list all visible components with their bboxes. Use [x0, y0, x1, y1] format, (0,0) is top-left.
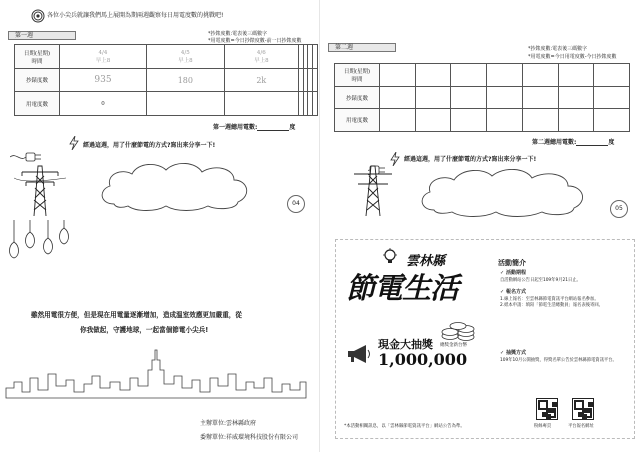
date-cell[interactable]	[380, 64, 416, 87]
usage-cell[interactable]	[313, 92, 318, 116]
week1-total	[213, 124, 295, 131]
organizer	[200, 420, 256, 427]
target-icon	[31, 9, 45, 23]
date-cell[interactable]	[487, 64, 523, 87]
total-label: 第一週總用電數:	[213, 124, 258, 131]
week2-tab: 第二週	[328, 43, 396, 52]
qr-code-signup[interactable]	[572, 398, 594, 420]
date-cell[interactable]	[313, 45, 318, 69]
date-cell[interactable]: 4/5 早上8	[146, 45, 224, 69]
section-heading-signup: ✓ 報名方式	[500, 289, 526, 295]
power-tower-icon	[14, 158, 66, 216]
lottery-poster	[335, 239, 635, 439]
usage-cell[interactable]	[415, 109, 451, 132]
answer-cloud[interactable]	[96, 158, 254, 212]
right-page	[320, 0, 640, 452]
intro-header: 各位小尖兵就讓我們馬上展開為期兩週觀察每日用電度數的挑戰吧!	[47, 12, 224, 19]
poster-amount: 1,000,000	[378, 350, 468, 369]
qr-label-signup: 平台報名網址	[568, 424, 594, 429]
reading-cell[interactable]	[313, 69, 318, 92]
slogan-line2: 你我做起，守護地球，一起當個節電小尖兵!	[80, 326, 209, 334]
date-cell[interactable]	[558, 64, 594, 87]
row-header-date: 日期(星期) 時間	[335, 64, 380, 87]
light-bulb-icon	[4, 220, 74, 268]
reading-cell[interactable]	[415, 87, 451, 109]
poster-footer-note: *本活動相關訊息，以「雲林縣節電資訊平台」網站公告為準。	[344, 424, 465, 429]
usage-cell[interactable]	[451, 109, 487, 132]
reading-cell[interactable]	[451, 87, 487, 109]
poster-artwork	[342, 246, 492, 433]
reading-cell[interactable]: 180	[146, 69, 224, 92]
qr-label-fanpage: 粉絲專頁	[534, 424, 552, 429]
section-heading-schedule: ✓ 活動期程	[500, 270, 526, 276]
week1-tab: 第一週	[8, 31, 76, 40]
section-body-schedule: 自活動網站公告日起至109年9月21日止。	[500, 278, 581, 283]
week1-prompt: 經過這週，用了什麼節電的方式?寫出來分享一下!	[83, 142, 216, 149]
reading-cell[interactable]: 2k	[224, 69, 298, 92]
usage-cell[interactable]	[558, 109, 594, 132]
usage-cell[interactable]	[522, 109, 558, 132]
organizer-label: 主辦單位:	[200, 420, 227, 427]
total-unit: 度	[289, 124, 296, 131]
poster-lottery: 現金大抽獎	[378, 338, 433, 351]
reading-cell[interactable]: 935	[60, 69, 147, 92]
page-number: 05	[610, 200, 628, 218]
section-body-draw: 109年10月公開抽獎，得獎名單公告於雲林縣節電資訊平台。	[500, 358, 617, 363]
reading-cell[interactable]	[558, 87, 594, 109]
week2-prompt: 經過這週，用了什麼節電的方式?寫出來分享一下!	[404, 156, 537, 163]
week2-total	[532, 139, 614, 146]
reading-cell[interactable]	[487, 87, 523, 109]
row-header-usage: 用電度數	[335, 109, 380, 132]
qr-code-fanpage[interactable]	[536, 398, 558, 420]
poster-title: 節電生活	[346, 271, 459, 305]
legend-reading: *抄錶度數:電表後三碼數字	[208, 31, 268, 37]
total-label: 第二週總用電數:	[532, 139, 577, 146]
section-heading-draw: ✓ 抽獎方式	[500, 350, 526, 356]
total-input[interactable]	[576, 139, 608, 146]
executor	[200, 434, 298, 441]
slogan-line1: 雖然用電很方便，但是現在用電量逐漸增加，造成溫室效應更加嚴重，從	[31, 311, 242, 319]
total-input[interactable]	[257, 124, 289, 131]
week1-table	[14, 44, 318, 116]
usage-cell[interactable]	[380, 109, 416, 132]
date-cell[interactable]	[594, 64, 630, 87]
usage-cell[interactable]	[146, 92, 224, 116]
activity-title: 活動簡介	[498, 259, 526, 267]
city-skyline-illustration	[0, 348, 320, 400]
legend-usage: *用電度數=今日抄錶度數-前一日抄錶度數	[208, 38, 302, 44]
megaphone-icon	[346, 344, 372, 364]
poster-amount-caption: 總獎金新台幣	[440, 343, 467, 348]
page-number: 04	[287, 195, 305, 213]
date-cell[interactable]	[451, 64, 487, 87]
date-cell[interactable]	[415, 64, 451, 87]
row-header-reading: 抄錶度數	[15, 69, 60, 92]
activity-intro	[496, 246, 630, 433]
executor-label: 委辦單位:	[200, 434, 227, 441]
total-unit: 度	[608, 139, 615, 146]
section-body-signup: 1.線上報名：至雲林縣節電資訊平台網站報名參加。 2.紙本申請：填寫「節電生活總動員」報名表後寄回。	[500, 297, 603, 308]
reading-cell[interactable]	[380, 87, 416, 109]
power-tower-icon	[348, 160, 398, 216]
coin-stack-icon	[440, 320, 480, 342]
legend-usage: *用電度數=今日用電度數-今日抄錶度數	[528, 54, 617, 60]
executor-name: 祥威環境科技股份有限公司	[226, 434, 299, 441]
poster-county: 雲林縣	[406, 254, 446, 269]
week2-table	[334, 63, 630, 132]
reading-cell[interactable]	[522, 87, 558, 109]
lightning-icon	[69, 136, 79, 150]
legend-reading: *抄錶度數:電表後三碼數字	[528, 46, 588, 52]
answer-cloud[interactable]	[416, 166, 592, 218]
row-header-reading: 抄錶度數	[335, 87, 380, 109]
row-header-usage: 用電度數	[15, 92, 60, 116]
light-bulb-icon	[382, 248, 398, 264]
organizer-name: 雲林縣政府	[226, 420, 257, 427]
date-cell[interactable]	[522, 64, 558, 87]
date-cell[interactable]: 4/6 早上8	[224, 45, 298, 69]
date-cell[interactable]: 4/4 早上8	[60, 45, 147, 69]
usage-cell[interactable]	[487, 109, 523, 132]
usage-cell[interactable]: 0	[60, 92, 147, 116]
row-header-date: 日期(星期) 時間	[15, 45, 60, 69]
usage-cell[interactable]	[594, 109, 630, 132]
reading-cell[interactable]	[594, 87, 630, 109]
usage-cell[interactable]	[224, 92, 298, 116]
